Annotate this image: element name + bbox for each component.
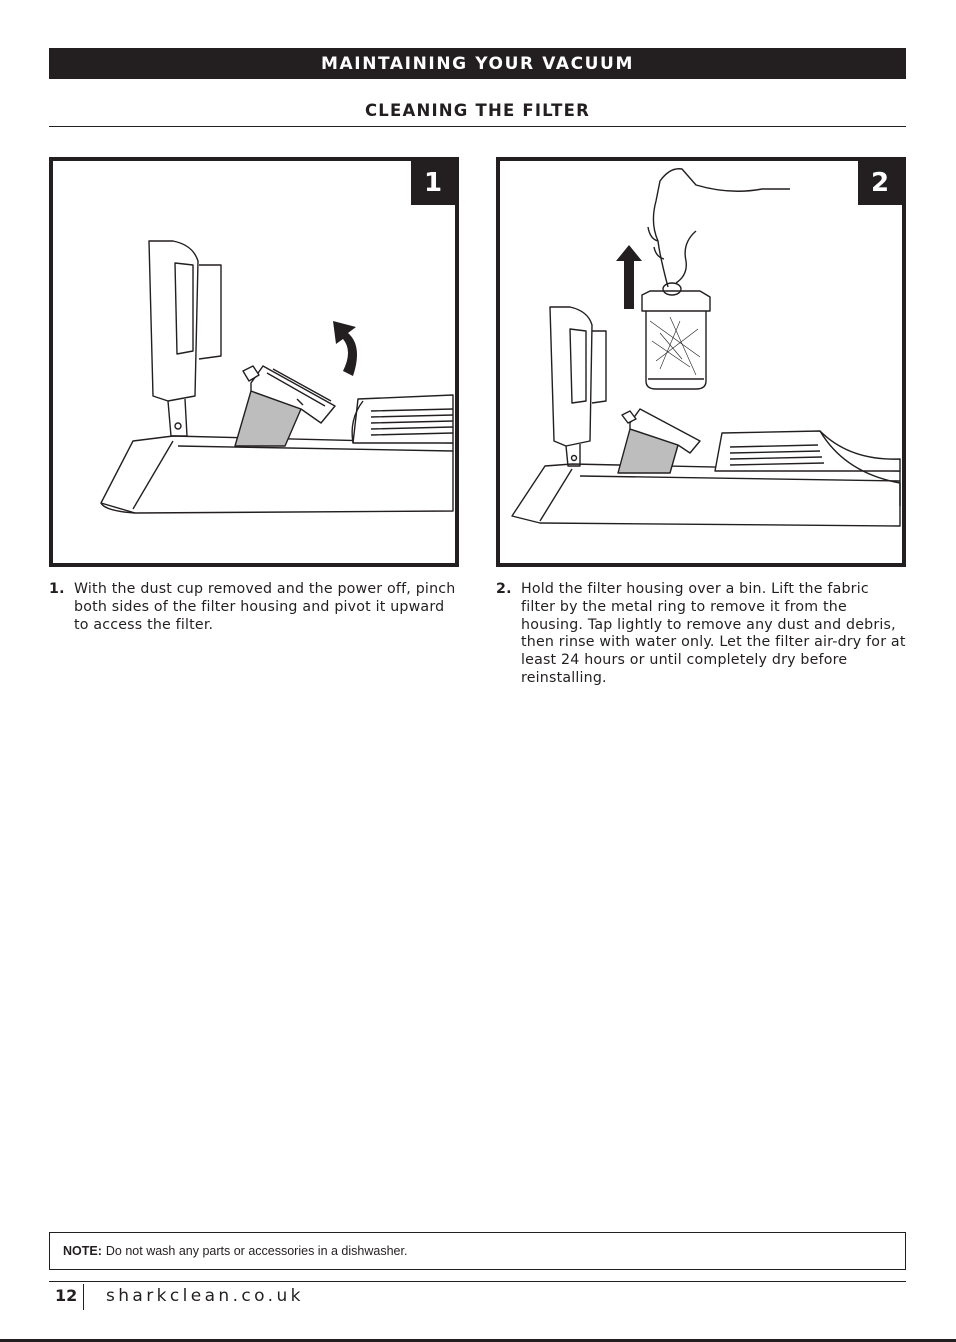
footer-separator: [83, 1284, 84, 1310]
step-1-illustration-panel: [49, 157, 459, 567]
step-2-illustration-panel: [496, 157, 906, 567]
note-label: NOTE:: [63, 1244, 102, 1258]
step-1-instruction: [49, 581, 459, 634]
step-2-number: 2.: [496, 581, 512, 597]
section-divider: [49, 126, 906, 127]
note-text: Do not wash any parts or accessories in a dishwasher.: [105, 1244, 408, 1258]
step-1-number: 1.: [49, 581, 65, 597]
step-2-illustration: [500, 161, 902, 563]
step-1-badge: 1: [411, 161, 455, 205]
section-title: CLEANING THE FILTER: [364, 101, 590, 120]
header-bar: [49, 48, 906, 79]
step-2-badge: 2: [858, 161, 902, 205]
footer-url: sharkclean.co.uk: [106, 1286, 304, 1306]
page-number: 12: [55, 1286, 78, 1305]
step-1-illustration: [53, 161, 455, 563]
note-box: [49, 1232, 906, 1270]
footer-divider: [49, 1281, 906, 1282]
step-2-instruction: [496, 581, 906, 688]
step-1-text: With the dust cup removed and the power off, pinch both sides of the filter housing and pivot it upward to access the filter.: [74, 581, 456, 633]
header-title: MAINTAINING YOUR VACUUM: [321, 53, 634, 74]
step-2-text: Hold the filter housing over a bin. Lift the fabric filter by the metal ring to remove it from the housing. Tap lightly to remove any dust and debris, then rinse with water only. Let the filter air-dry for at least 24 hours or until completely dry before reinstalling.: [521, 581, 906, 686]
